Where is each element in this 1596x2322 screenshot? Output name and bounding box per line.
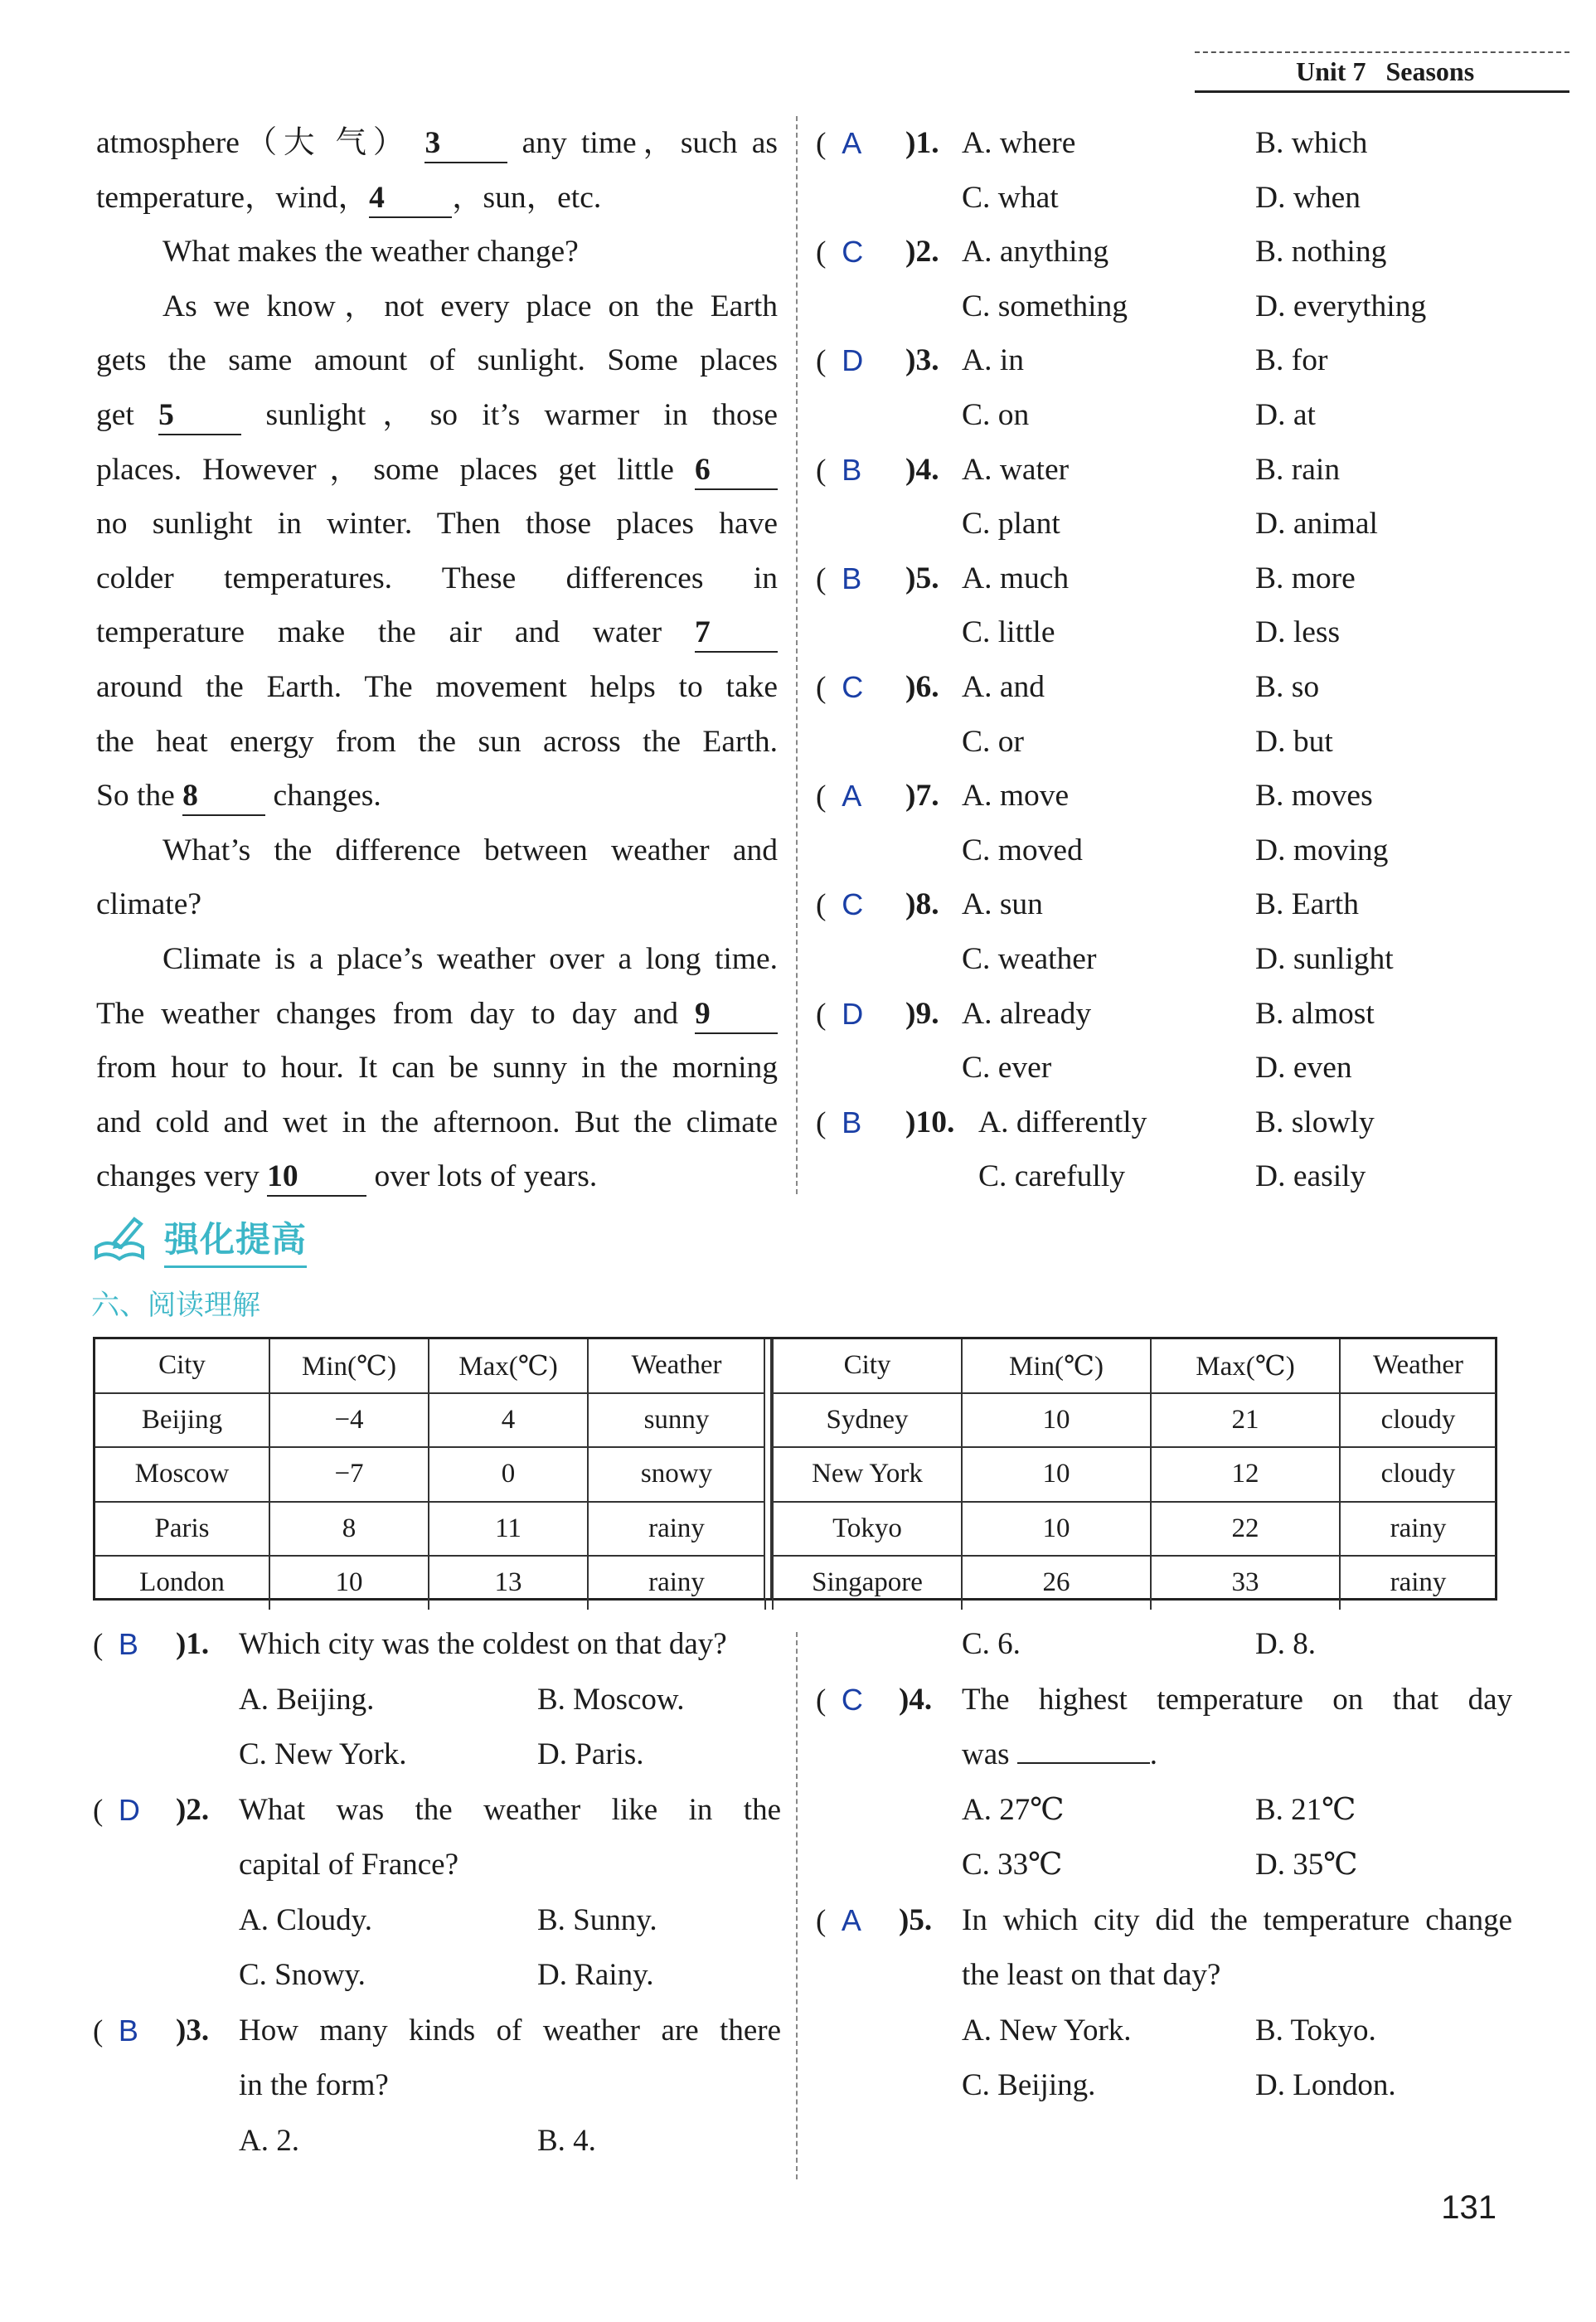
blank-4: 4 — [369, 180, 452, 218]
question-text: was . — [962, 1727, 1157, 1783]
table-header: Max(℃) — [429, 1339, 588, 1393]
option-row — [816, 171, 1562, 226]
option-row — [816, 1041, 1562, 1095]
answer-letter: B — [842, 452, 862, 487]
option-row — [93, 1727, 781, 1783]
table-row — [773, 1447, 1496, 1502]
answer-paren: ( D — [816, 996, 864, 1032]
answer-letter: B — [118, 1627, 138, 1661]
question-number: )7. — [905, 779, 939, 814]
table-cell: rainy — [1340, 1502, 1496, 1557]
option-row — [93, 1893, 781, 1949]
column-divider — [796, 1632, 798, 2179]
blank-8: 8 — [182, 778, 265, 816]
table-cell: 10 — [962, 1502, 1151, 1557]
blank-5: 5 — [158, 397, 241, 435]
answer-paren: ( C — [816, 887, 864, 923]
question-number: )9. — [905, 996, 939, 1031]
option-a: A. and — [962, 669, 1045, 704]
question-text: What was the weather like in the — [239, 1792, 781, 1827]
passage-line: changes very 10 over lots of years. — [96, 1149, 778, 1204]
blank-3: 3 — [424, 125, 507, 163]
table-cell: snowy — [588, 1447, 765, 1502]
question-2 — [93, 1783, 781, 1839]
blank-10: 10 — [267, 1159, 366, 1197]
option-row — [816, 2004, 1512, 2059]
option-a: A. water — [962, 452, 1070, 487]
table-cell: 33 — [1151, 1556, 1340, 1610]
option-row — [816, 225, 1562, 279]
option-a: A. move — [962, 779, 1070, 814]
question-text: How many kinds of weather are there — [239, 2013, 781, 2048]
passage-line: from hour to hour. It can be sunny in the morning — [96, 1051, 778, 1086]
option-c: C. ever — [962, 1051, 1052, 1086]
option-row — [816, 769, 1562, 823]
cloze-options — [816, 116, 1562, 1204]
table-cell: rainy — [588, 1556, 765, 1610]
question-text: capital of France? — [239, 1848, 459, 1882]
table-cell: New York — [773, 1447, 962, 1502]
table-header-row — [95, 1339, 765, 1393]
option-d: D. 35℃ — [1255, 1848, 1358, 1882]
answer-letter: D — [118, 1792, 140, 1827]
answer-paren: ( B — [816, 452, 862, 488]
table-cell: cloudy — [1340, 1447, 1496, 1502]
option-c: C. 6. — [962, 1627, 1021, 1661]
option-d: D. 8. — [1255, 1627, 1316, 1661]
table-cell: Moscow — [95, 1447, 269, 1502]
table-cell: Singapore — [773, 1556, 962, 1610]
option-d: D. but — [1255, 724, 1333, 759]
option-c: C. something — [962, 289, 1128, 323]
table-row — [95, 1447, 765, 1502]
question-number: )6. — [905, 669, 939, 704]
passage-line: get 5 sunlight，so it’s warmer in those — [96, 388, 778, 443]
answer-paren: ( B — [816, 1105, 862, 1140]
answer-paren: ( B — [93, 2013, 138, 2048]
table-divider — [764, 1339, 772, 1598]
option-row — [816, 443, 1562, 498]
option-a: A. in — [962, 343, 1024, 378]
question-5 — [816, 1893, 1512, 1949]
option-b: B. 21℃ — [1255, 1792, 1356, 1827]
option-row — [816, 1838, 1512, 1893]
pencil-book-icon — [91, 1214, 151, 1264]
table-row — [95, 1502, 765, 1557]
option-c: C. Beijing. — [962, 2068, 1096, 2102]
option-d: D. Rainy. — [537, 1958, 654, 1992]
option-b: B. nothing — [1255, 235, 1387, 270]
option-row — [816, 1783, 1512, 1839]
question-text-cont — [816, 1727, 1512, 1783]
option-row — [816, 497, 1562, 551]
reading-questions-left — [93, 1617, 781, 2169]
passage-line: As we know，not every place on the Earth — [163, 289, 778, 323]
option-d: D. Paris. — [537, 1737, 644, 1771]
answer-letter: B — [118, 2013, 138, 2048]
option-row — [816, 116, 1562, 171]
passage-line: Climate is a place’s weather over a long time. — [163, 941, 778, 976]
answer-paren: ( D — [93, 1792, 140, 1828]
question-number: )5. — [899, 1902, 933, 1937]
option-d: D. easily — [1255, 1159, 1366, 1194]
table-cell: Paris — [95, 1502, 269, 1557]
table-row — [773, 1556, 1496, 1610]
option-row — [816, 932, 1562, 987]
table-row — [95, 1556, 765, 1610]
option-b: B. Moscow. — [537, 1682, 685, 1717]
option-d: D. London. — [1255, 2068, 1396, 2102]
reading-questions-right — [816, 1617, 1512, 2114]
table-header-row — [773, 1339, 1496, 1393]
table-cell: Sydney — [773, 1393, 962, 1448]
table-cell: sunny — [588, 1393, 765, 1448]
option-row — [816, 2058, 1512, 2114]
option-b: B. which — [1255, 126, 1368, 160]
option-a: A. Cloudy. — [239, 1902, 373, 1937]
question-number: )4. — [899, 1682, 933, 1717]
question-number: )2. — [905, 235, 939, 270]
option-c: C. carefully — [978, 1159, 1126, 1194]
table-header: Weather — [1340, 1339, 1496, 1393]
table-header: Min(℃) — [962, 1339, 1151, 1393]
table-cell: rainy — [588, 1502, 765, 1557]
table-cell: London — [95, 1556, 269, 1610]
answer-letter: C — [842, 235, 864, 270]
answer-paren: ( A — [816, 126, 862, 161]
option-d: D. when — [1255, 180, 1361, 215]
option-b: B. for — [1255, 343, 1328, 378]
answer-letter: A — [842, 126, 862, 160]
table-header: City — [95, 1339, 269, 1393]
question-number: )4. — [905, 452, 939, 487]
table-cell: 10 — [962, 1447, 1151, 1502]
option-row — [93, 1948, 781, 2004]
question-number: )1. — [176, 1627, 210, 1661]
table-cell: 10 — [962, 1393, 1151, 1448]
option-b: B. rain — [1255, 452, 1341, 487]
answer-paren: ( B — [816, 561, 862, 596]
passage-line: places. However，some places get little 6 — [96, 443, 778, 498]
option-b: B. Tokyo. — [1255, 2013, 1376, 2048]
question-number: )1. — [905, 126, 939, 160]
answer-letter: A — [842, 779, 862, 814]
question-text: Which city was the coldest on that day? — [239, 1627, 727, 1661]
answer-blank — [1017, 1727, 1150, 1764]
question-3 — [93, 2004, 781, 2059]
option-row — [816, 823, 1562, 878]
question-number: )5. — [905, 561, 939, 595]
option-d: D. sunlight — [1255, 941, 1394, 976]
answer-letter: C — [841, 1682, 863, 1717]
option-b: B. so — [1255, 669, 1320, 704]
option-a: A. already — [962, 996, 1092, 1031]
option-b: B. slowly — [1255, 1105, 1375, 1139]
answer-letter: C — [842, 669, 864, 704]
option-row — [816, 333, 1562, 388]
option-d: D. less — [1255, 615, 1341, 650]
answer-letter: D — [842, 996, 864, 1031]
table-header: Max(℃) — [1151, 1339, 1340, 1393]
option-row — [816, 1617, 1512, 1673]
table-row — [95, 1393, 765, 1448]
option-d: D. at — [1255, 397, 1316, 432]
answer-paren: ( C — [816, 235, 864, 270]
answer-letter: A — [841, 1902, 861, 1937]
weather-table-left — [95, 1339, 766, 1610]
answer-letter: C — [842, 887, 864, 922]
answer-paren: ( B — [93, 1627, 138, 1662]
question-text-cont — [93, 2058, 781, 2114]
table-cell: 26 — [962, 1556, 1151, 1610]
unit-label: Unit 7 — [1296, 56, 1366, 86]
passage-line: So the 8 changes. — [96, 769, 778, 823]
table-header: Min(℃) — [269, 1339, 429, 1393]
option-a: A. New York. — [962, 2013, 1132, 2048]
question-number: )3. — [905, 343, 939, 378]
option-c: C. on — [962, 397, 1030, 432]
reading-passage — [96, 116, 778, 1204]
option-c: C. Snowy. — [239, 1958, 366, 1992]
table-cell: 21 — [1151, 1393, 1340, 1448]
table-cell: 12 — [1151, 1447, 1340, 1502]
option-c: C. moved — [962, 833, 1083, 867]
option-row — [816, 987, 1562, 1042]
page-number: 131 — [1441, 2189, 1497, 2226]
section-title: 强化提高 — [164, 1212, 307, 1268]
question-text: the least on that day? — [962, 1958, 1221, 1992]
option-b: B. Sunny. — [537, 1902, 657, 1937]
question-text: In which city did the temperature change — [962, 1902, 1512, 1937]
option-a: A. sun — [962, 887, 1043, 922]
option-row — [93, 1673, 781, 1728]
table-cell: 10 — [269, 1556, 429, 1610]
option-c: C. New York. — [239, 1737, 407, 1771]
option-a: A. much — [962, 561, 1070, 595]
option-d: D. even — [1255, 1051, 1352, 1086]
option-d: D. animal — [1255, 507, 1378, 542]
option-row — [816, 660, 1562, 715]
header-dashed-line — [1195, 51, 1569, 53]
question-text-cont — [816, 1948, 1512, 2004]
answer-letter: D — [842, 343, 864, 378]
option-a: A. differently — [978, 1105, 1147, 1139]
answer-paren: ( C — [816, 669, 864, 705]
blank-6: 6 — [695, 452, 778, 490]
option-d: D. everything — [1255, 289, 1427, 323]
option-row — [816, 551, 1562, 606]
answer-paren: ( A — [816, 779, 862, 814]
table-cell: 4 — [429, 1393, 588, 1448]
unit-name: Seasons — [1385, 56, 1475, 86]
passage-heading: What makes the weather change? — [163, 235, 579, 270]
table-header: City — [773, 1339, 962, 1393]
weather-table — [93, 1337, 1497, 1601]
option-d: D. moving — [1255, 833, 1389, 867]
option-c: C. what — [962, 180, 1059, 215]
table-cell: 13 — [429, 1556, 588, 1610]
table-header: Weather — [588, 1339, 765, 1393]
table-row — [773, 1502, 1496, 1557]
column-divider — [796, 116, 798, 1194]
passage-line: no sunlight in winter. Then those places have — [96, 507, 778, 542]
passage-line: around the Earth. The movement helps to take — [96, 669, 778, 704]
option-row — [816, 388, 1562, 443]
header-rule — [1195, 90, 1569, 93]
table-cell: 22 — [1151, 1502, 1340, 1557]
option-a: A. 2. — [239, 2123, 299, 2158]
question-number: )3. — [176, 2013, 210, 2048]
passage-line: The weather changes from day to day and 9 — [96, 987, 778, 1042]
option-b: B. moves — [1255, 779, 1373, 814]
table-cell: 11 — [429, 1502, 588, 1557]
question-number: )2. — [176, 1792, 210, 1827]
question-1 — [93, 1617, 781, 1673]
option-row — [816, 605, 1562, 660]
option-row — [816, 279, 1562, 334]
passage-line: gets the same amount of sunlight. Some places — [96, 343, 778, 378]
option-b: B. Earth — [1255, 887, 1359, 922]
option-c: C. 33℃ — [962, 1848, 1063, 1882]
table-cell: −7 — [269, 1447, 429, 1502]
table-cell: Beijing — [95, 1393, 269, 1448]
option-row — [816, 1149, 1562, 1204]
answer-paren: ( A — [816, 1902, 861, 1938]
blank-7: 7 — [695, 615, 778, 653]
weather-table-right — [772, 1339, 1496, 1610]
passage-heading: climate? — [96, 887, 202, 922]
question-number: )10. — [905, 1105, 955, 1139]
question-text: in the form? — [239, 2068, 389, 2102]
answer-paren: ( C — [816, 1682, 863, 1717]
unit-title — [1296, 56, 1494, 87]
option-b: B. 4. — [537, 2123, 596, 2158]
section-subtitle: 六、阅读理解 — [91, 1289, 260, 1322]
table-cell: cloudy — [1340, 1393, 1496, 1448]
table-row — [773, 1393, 1496, 1448]
passage-line: the heat energy from the sun across the Earth. — [96, 724, 778, 759]
page-header — [1195, 51, 1569, 93]
question-text-cont — [93, 1838, 781, 1893]
option-row — [816, 715, 1562, 770]
passage-line: and cold and wet in the afternoon. But the climate — [96, 1105, 778, 1139]
question-text: The highest temperature on that day — [962, 1682, 1512, 1717]
table-cell: rainy — [1340, 1556, 1496, 1610]
option-a: A. 27℃ — [962, 1792, 1065, 1827]
table-cell: 0 — [429, 1447, 588, 1502]
passage-line: temperature，wind，4 ，sun，etc. — [96, 171, 778, 226]
option-row — [816, 1095, 1562, 1150]
option-a: A. anything — [962, 235, 1109, 270]
table-cell: −4 — [269, 1393, 429, 1448]
question-4 — [816, 1673, 1512, 1728]
option-b: B. more — [1255, 561, 1356, 595]
answer-letter: B — [842, 561, 862, 595]
passage-heading: What’s the difference between weather and — [163, 833, 778, 867]
option-row — [816, 877, 1562, 932]
passage-line: atmosphere（大 气） 3 any time，such as — [96, 116, 778, 171]
option-c: C. weather — [962, 941, 1097, 976]
question-number: )8. — [905, 887, 939, 922]
option-a: A. Beijing. — [239, 1682, 375, 1717]
option-c: C. plant — [962, 507, 1060, 542]
option-a: A. where — [962, 126, 1076, 160]
option-b: B. almost — [1255, 996, 1375, 1031]
passage-line: temperature make the air and water 7 — [96, 605, 778, 660]
answer-letter: B — [842, 1105, 862, 1139]
passage-line: colder temperatures. These differences in — [96, 561, 778, 595]
table-cell: 8 — [269, 1502, 429, 1557]
blank-9: 9 — [695, 996, 778, 1034]
option-c: C. or — [962, 724, 1024, 759]
answer-paren: ( D — [816, 343, 864, 379]
option-row — [93, 2114, 781, 2169]
table-cell: Tokyo — [773, 1502, 962, 1557]
option-c: C. little — [962, 615, 1055, 650]
